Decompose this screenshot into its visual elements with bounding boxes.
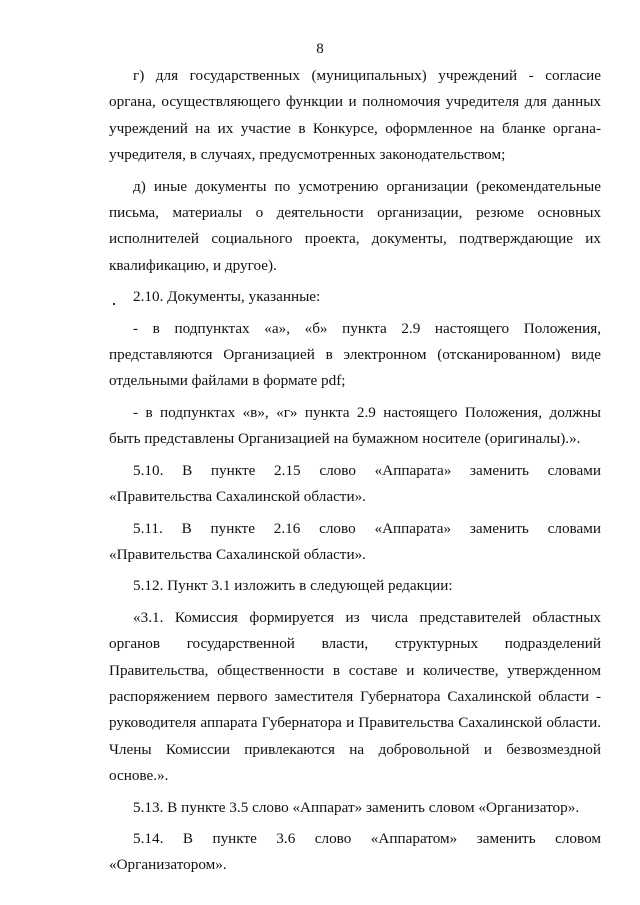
paragraph-5-11: 5.11. В пункте 2.16 слово «Аппарата» заменить словами «Правительства Сахалинской области».: [109, 519, 601, 563]
paragraph-5-14: 5.14. В пункте 3.6 слово «Аппаратом» заменить словом «Организатором».: [109, 829, 601, 874]
paragraph-5-12: 5.12. Пункт 3.1 изложить в следующей редакции:: [133, 577, 453, 595]
scan-speck: [113, 303, 115, 305]
paragraph-5-10: 5.10. В пункте 2.15 слово «Аппарата» заменить словами «Правительства Сахалинской области».: [109, 461, 601, 506]
paragraph-2-10-vg: - в подпунктах «в», «г» пункта 2.9 настоящего Положения, должны быть представлены Организацией на бумажном носителе (оригиналы).».: [109, 403, 601, 448]
paragraph-5-13: 5.13. В пункте 3.5 слово «Аппарат» заменить словом «Организатор».: [133, 798, 580, 816]
paragraph-3-1-quote: «3.1. Комиссия формируется из числа представителей областных органов государственной власти, структурных подразделений Правительства, общественности в составе и количестве, утвержденном распоряжением первого заместителя Губернатора Сахалинской области - руководителя аппарата Губернатора и Правительства Сахалинской области. Члены Комиссии привлекаются на добровольной и безвозмездной основе.».: [109, 608, 601, 785]
paragraph-d: д) иные документы по усмотрению организации (рекомендательные письма, материалы о деятельности организации, резюме основных исполнителей социального проекта, документы, подтверждающие их квалификацию, и другое).: [109, 177, 601, 274]
document-body: [109, 63, 601, 884]
page-number: 8: [316, 41, 324, 57]
paragraph-2-10-ab: - в подпунктах «а», «б» пункта 2.9 настоящего Положения, представляются Организацией в электронном (отсканированном) виде отдельными файлами в формате pdf;: [109, 319, 601, 390]
paragraph-g: г) для государственных (муниципальных) учреждений - согласие органа, осуществляющего функции и полномочия учредителя для данных учреждений на их участие в Конкурсе, оформленное на бланке органа-учредителя, в случаях, предусмотренных законодательством;: [109, 67, 601, 164]
paragraph-2-10: 2.10. Документы, указанные:: [133, 288, 321, 306]
